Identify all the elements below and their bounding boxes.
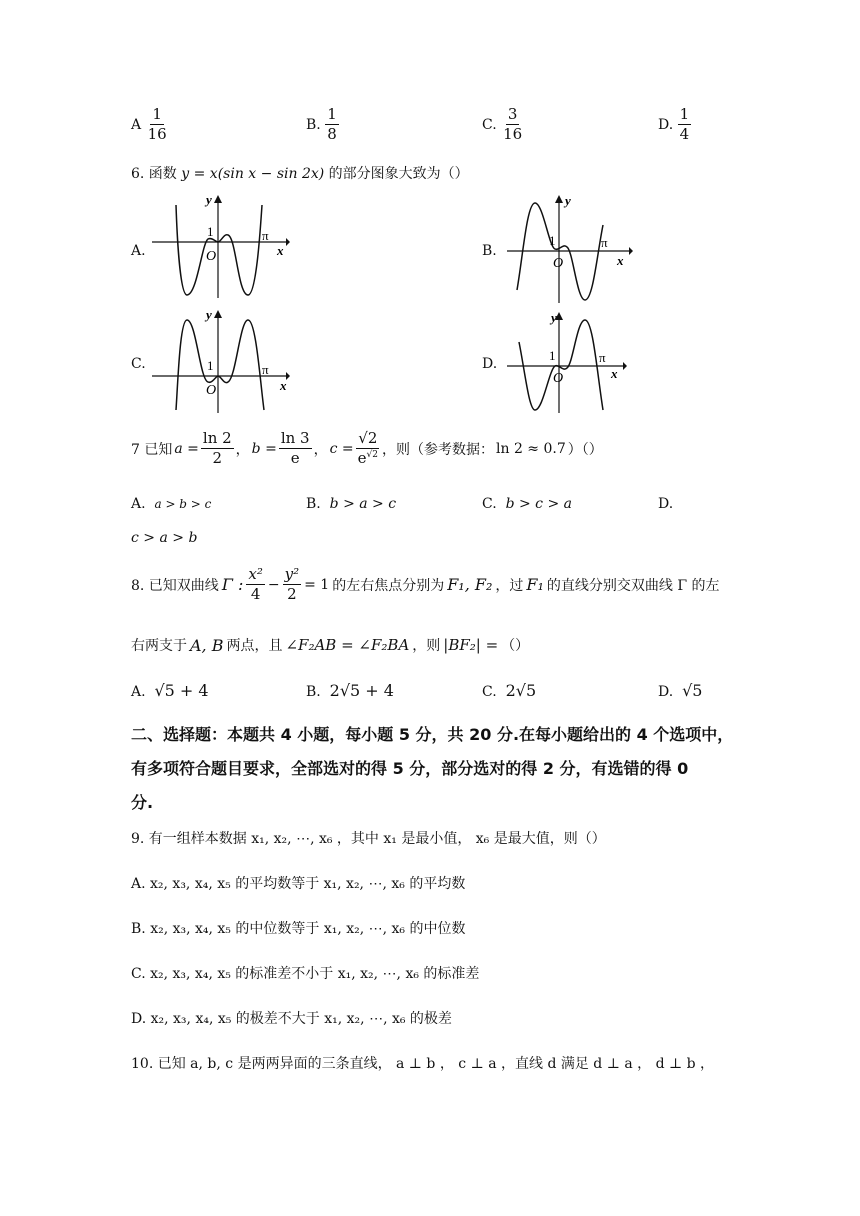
fraction-y: $\frac{\text{y²}}{2}$ (284, 565, 300, 604)
q9-option-c[interactable]: C. x₂, x₃, x₄, x₅ 的标准差不小于 x₁, x₂, ⋯, x₆ 的标准差 (131, 966, 480, 982)
y-arrow-icon (555, 195, 563, 203)
q7-option-a[interactable]: A. a > b > c (131, 496, 212, 512)
q8-option-b[interactable]: B. 2√5 + 4 (306, 681, 394, 700)
x-arrow-icon (286, 238, 290, 246)
one-label: 1 (207, 224, 214, 239)
q9-option-a[interactable]: A. x₂, x₃, x₄, x₅ 的平均数等于 x₁, x₂, ⋯, x₆ 的平均数 (131, 876, 466, 892)
q6-option-c-label[interactable]: C. (131, 356, 146, 372)
fraction-b: $\frac{\ln 3}{e}$ (280, 429, 310, 468)
x-arrow-icon (623, 362, 627, 370)
q9-option-d[interactable]: D. x₂, x₃, x₄, x₅ 的极差不大于 x₁, x₂, ⋯, x₆ 的极差 (131, 1011, 452, 1027)
q5-option-b[interactable]: B. $\frac{1}{8}$ (306, 105, 337, 144)
y-arrow-icon (214, 310, 222, 318)
fraction-a: $\frac{\ln 2}{2}$ (202, 429, 232, 468)
q6-formula: y = x(sin x − sin 2x) (181, 166, 325, 182)
one-label: 1 (207, 358, 214, 373)
y-label: y (565, 195, 571, 208)
origin-label: O (553, 371, 564, 386)
q6-stem: 6. 函数 y = x(sin x − sin 2x) 的部分图象大致为（） (131, 166, 469, 182)
y-label: y (206, 310, 212, 322)
q9-option-b[interactable]: B. x₂, x₃, x₄, x₅ 的中位数等于 x₁, x₂, ⋯, x₆ 的中位数 (131, 921, 466, 937)
q6-graph-b[interactable] (505, 195, 635, 305)
q7-option-c[interactable]: C. b > c > a (482, 496, 572, 512)
origin-label: O (553, 256, 564, 271)
q8-stem-line2: 右两支于 A, B 两点，且 ∠F₂AB = ∠F₂BA ，则 |BF₂| = （） (131, 635, 530, 655)
q6-option-b-label[interactable]: B. (482, 243, 497, 259)
q5-option-a[interactable]: A $\frac{1}{16}$ (131, 105, 167, 144)
fraction: $\frac{1}{8}$ (327, 105, 337, 144)
fraction-x: $\frac{\text{x²}}{4}$ (248, 565, 263, 604)
fraction: $\frac{1}{16}$ (147, 105, 167, 144)
origin-label: O (206, 383, 217, 398)
section-heading-line2: 有多项符合题目要求，全部选对的得 5 分，部分选对的得 2 分，有选错的得 0 (131, 759, 689, 778)
pi-label: π (262, 228, 269, 243)
q7-stem: 7 已知 a = $\frac{\ln 2}{2}$ ， b = $\frac{\ln 3}{e}$ ， c = $\frac{√2}{e^{√2}}$ ，则（参考数据： ln 2 ≈ 0.7 ）（） (131, 429, 603, 468)
q6-graph-d[interactable] (505, 312, 635, 415)
y-arrow-icon (214, 195, 222, 203)
q8-option-c[interactable]: C. 2√5 (482, 681, 537, 700)
fraction: $\frac{3}{16}$ (503, 105, 523, 144)
q7-option-b[interactable]: B. b > a > c (306, 496, 397, 512)
x-arrow-icon (629, 247, 633, 255)
curve (519, 320, 603, 410)
q6-graph-c[interactable] (150, 310, 290, 415)
q6-option-d-label[interactable]: D. (482, 356, 498, 372)
one-label: 1 (549, 348, 556, 363)
q5-option-d[interactable]: D. $\frac{1}{4}$ (658, 105, 690, 144)
one-label: 1 (549, 233, 556, 248)
curve (176, 320, 264, 410)
x-label: x (277, 243, 284, 258)
section-heading-line3: 分. (131, 793, 154, 812)
x-arrow-icon (286, 372, 290, 380)
fraction: $\frac{1}{4}$ (679, 105, 690, 144)
q8-option-a[interactable]: A. √5 + 4 (131, 681, 209, 700)
q8-option-d[interactable]: D. √5 (658, 681, 703, 700)
q5-option-c[interactable]: C. $\frac{3}{16}$ (482, 105, 523, 144)
y-label: y (206, 195, 212, 207)
q10-stem: 10. 已知 a, b, c 是两两异面的三条直线， a ⊥ b ， c ⊥ a ，直线 d 满足 d ⊥ a ， d ⊥ b ， (131, 1056, 715, 1072)
x-label: x (617, 253, 624, 268)
q6-option-a-label[interactable]: A. (131, 243, 146, 259)
pi-label: π (601, 235, 608, 250)
curve (176, 205, 262, 295)
x-label: x (280, 378, 287, 393)
pi-label: π (599, 350, 606, 365)
x-label: x (611, 366, 618, 381)
q6-graph-a[interactable] (150, 195, 290, 300)
pi-label: π (262, 362, 269, 377)
section-heading-line1: 二、选择题：本题共 4 小题，每小题 5 分，共 20 分.在每小题给出的 4 个选项中， (131, 725, 734, 744)
q7-option-d-text: c > a > b (131, 530, 198, 546)
q8-stem-line1: 8. 已知双曲线 Γ : $\frac{\text{x²}}{4}$ − $\frac{\text{y²}}{2}$ = 1 的左右焦点分别为 F₁, F₂ ，过 F₁ 的直线分别交双曲线 Γ 的左 (131, 565, 720, 604)
q9-stem: 9. 有一组样本数据 x₁, x₂, ⋯, x₆ ，其中 x₁ 是最小值， x₆ 是最大值，则（） (131, 831, 606, 847)
fraction-c: $\frac{√2}{e^{√2}}$ (357, 429, 378, 468)
origin-label: O (206, 249, 217, 264)
q7-option-d[interactable]: D. (658, 496, 674, 512)
y-label: y (551, 312, 557, 325)
